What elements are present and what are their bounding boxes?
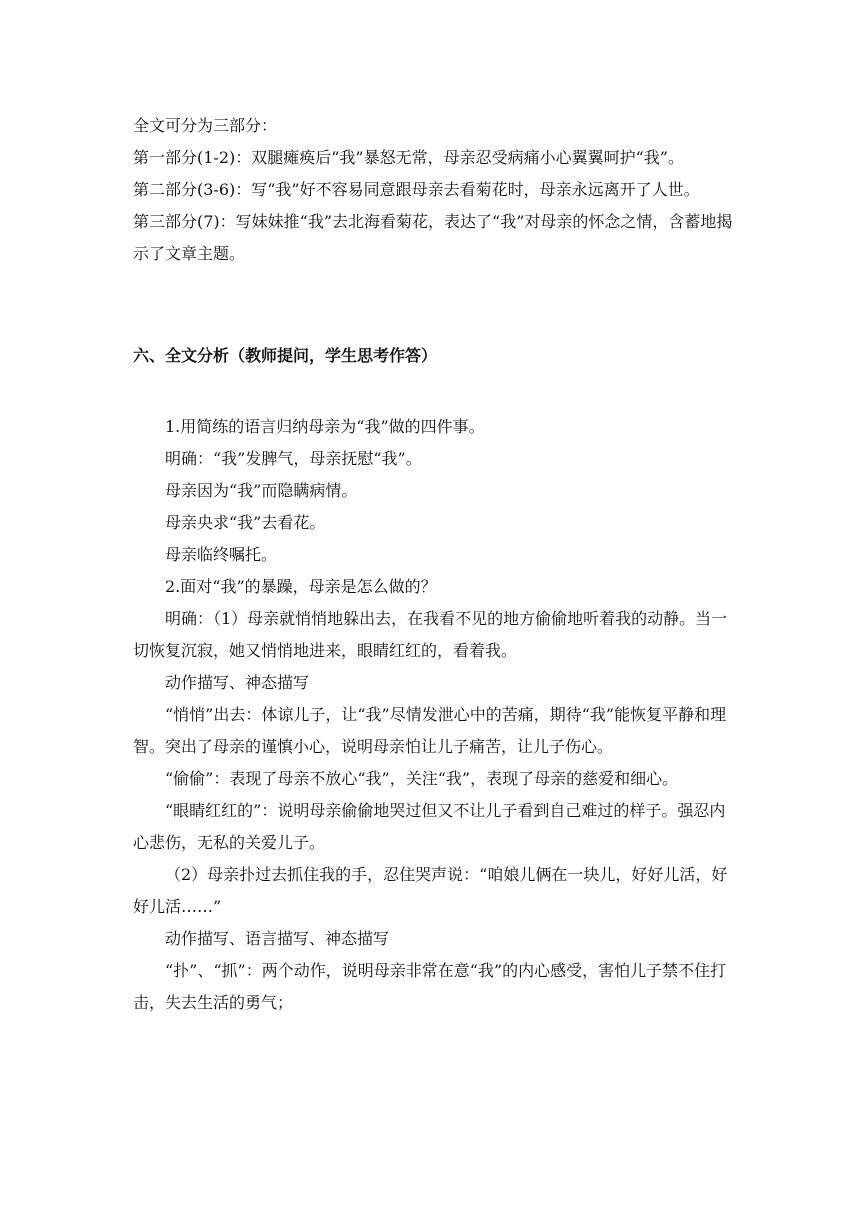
answer-2-paragraph-2: （2）母亲扑过去抓住我的手，忍住哭声说：“咱娘儿俩在一块儿，好好儿活，好好儿活……” [133,865,728,916]
structure-intro: 全文可分为三部分： [133,116,278,135]
question-2: 2.面对“我”的暴躁，母亲是怎么做的？ [165,577,437,596]
answer-1-line-3: 母亲央求“我”去看花。 [165,513,326,532]
answer-2-tag-2: 动作描写、语言描写、神态描写 [165,929,390,948]
question-1: 1.用简练的语言归纳母亲为“我”做的四件事。 [165,417,485,436]
answer-2-paragraph-1: 明确：（1）母亲就悄悄地躲出去，在我看不见的地方偷偷地听着我的动静。当一切恢复沉寂，她又悄悄地进来，眼睛红红的，看着我。 [133,609,728,660]
structure-part-3: 第三部分(7)：写妹妹推“我”去北海看菊花，表达了“我”对母亲的怀念之情，含蓄地揭示了文章主题。 [133,212,733,263]
analysis-section [133,411,733,1019]
structure-part-1: 第一部分(1-2)：双腿瘫痪后“我”暴怒无常，母亲忍受病痛小心翼翼呵护“我”。 [133,148,684,167]
answer-2-toutou: “偷偷”：表现了母亲不放心“我”，关注“我”，表现了母亲的慈爱和细心。 [165,769,679,788]
answer-2-puzhua: “扑”、“抓”：两个动作，说明母亲非常在意“我”的内心感受，害怕儿子禁不住打击，失去生活的勇气； [133,961,727,1012]
structure-section [133,110,733,270]
answer-2-tag-1: 动作描写、神态描写 [165,673,310,692]
answer-1-line-2: 母亲因为“我”而隐瞒病情。 [165,481,358,500]
answer-1-line-4: 母亲临终嘱托。 [165,545,278,564]
structure-part-2: 第二部分(3-6)：写“我”好不容易同意跟母亲去看菊花时，母亲永远离开了人世。 [133,180,700,199]
section-heading: 六、全文分析（教师提问，学生思考作答） [133,346,438,365]
answer-1-line-1: 明确：“我”发脾气，母亲抚慰“我”。 [165,449,422,468]
answer-2-yanjing: “眼睛红红的”：说明母亲偷偷地哭过但又不让儿子看到自己难过的样子。强忍内心悲伤，无私的关爱儿子。 [133,801,726,852]
answer-2-qiaoqiao: “悄悄”出去：体谅儿子，让“我”尽情发泄心中的苦痛，期待“我”能恢复平静和理智。突出了母亲的谨慎小心，说明母亲怕让儿子痛苦，让儿子伤心。 [133,705,727,756]
